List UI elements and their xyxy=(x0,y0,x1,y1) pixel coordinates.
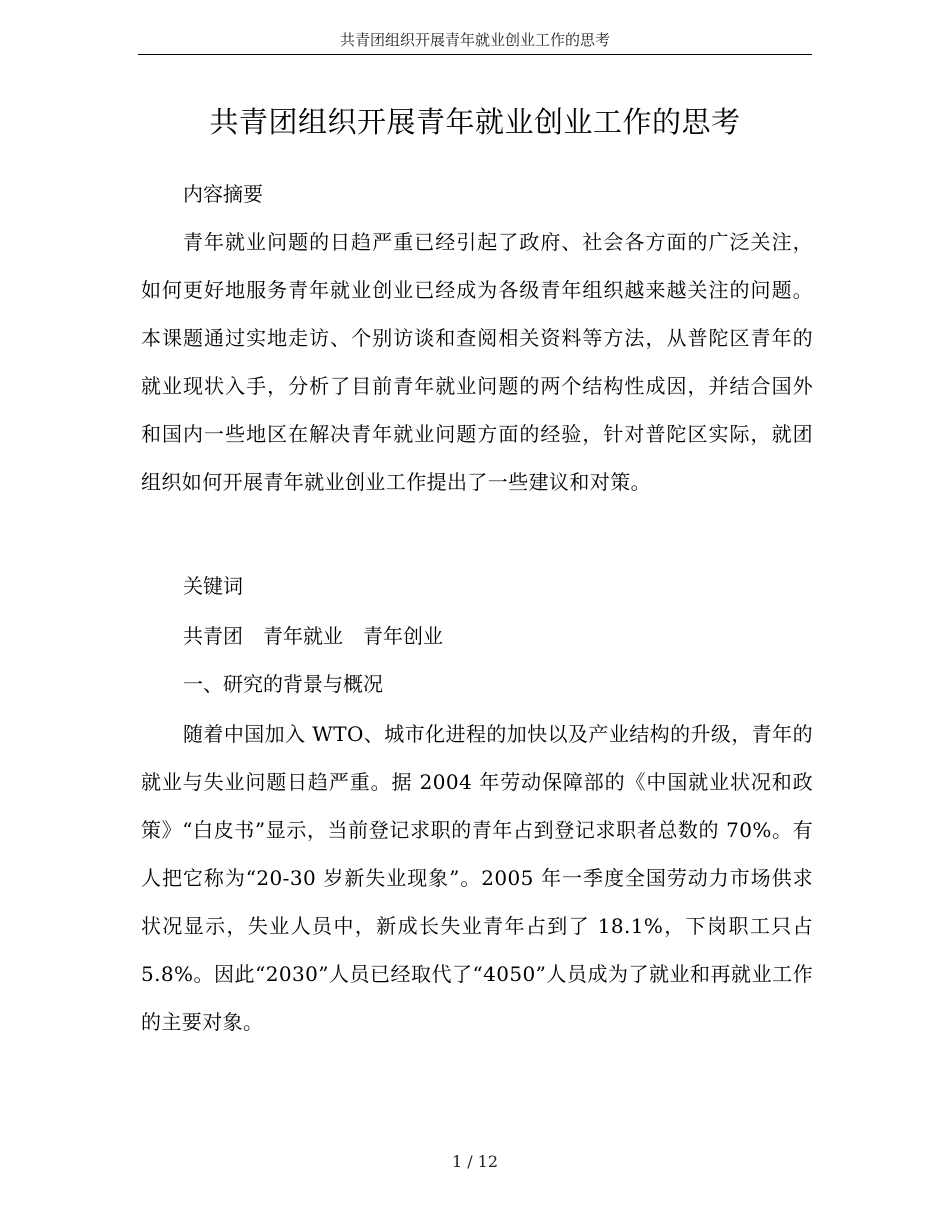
section-paragraph: 随着中国加入 WTO、城市化进程的加快以及产业结构的升级，青年的就业与失业问题日趋严重。据 2004 年劳动保障部的《中国就业状况和政策》“白皮书”显示，当前登记求职的青年占到登记求职者总数的 70%。有人把它称为“20-30 岁新失业现象”。2005 年一季度全国劳动力市场供求状况显示，失业人员中，新成长失业青年占到了 18.1%，下岗职工只占 5.8%。因此“2030”人员已经取代了“4050”人员成为了就业和再就业工作的主要对象。 xyxy=(141,722,813,1034)
section-heading: 一、研究的背景与概况 xyxy=(183,672,383,696)
running-header: 共青团组织开展青年就业创业工作的思考 xyxy=(138,26,812,55)
abstract-heading: 内容摘要 xyxy=(183,182,263,206)
document-title: 共青团组织开展青年就业创业工作的思考 xyxy=(209,105,741,139)
keywords-list: 共青团 青年就业 青年创业 xyxy=(183,624,443,648)
abstract-paragraph: 青年就业问题的日趋严重已经引起了政府、社会各方面的广泛关注，如何更好地服务青年就业创业已经成为各级青年组织越来越关注的问题。本课题通过实地走访、个别访谈和查阅相关资料等方法，从普陀区青年的就业现状入手，分析了目前青年就业问题的两个结构性成因，并结合国外和国内一些地区在解决青年就业问题方面的经验，针对普陀区实际，就团组织如何开展青年就业创业工作提出了一些建议和对策。 xyxy=(141,230,813,494)
keywords-heading: 关键词 xyxy=(183,574,243,598)
page-number: 1 / 12 xyxy=(451,1152,499,1171)
